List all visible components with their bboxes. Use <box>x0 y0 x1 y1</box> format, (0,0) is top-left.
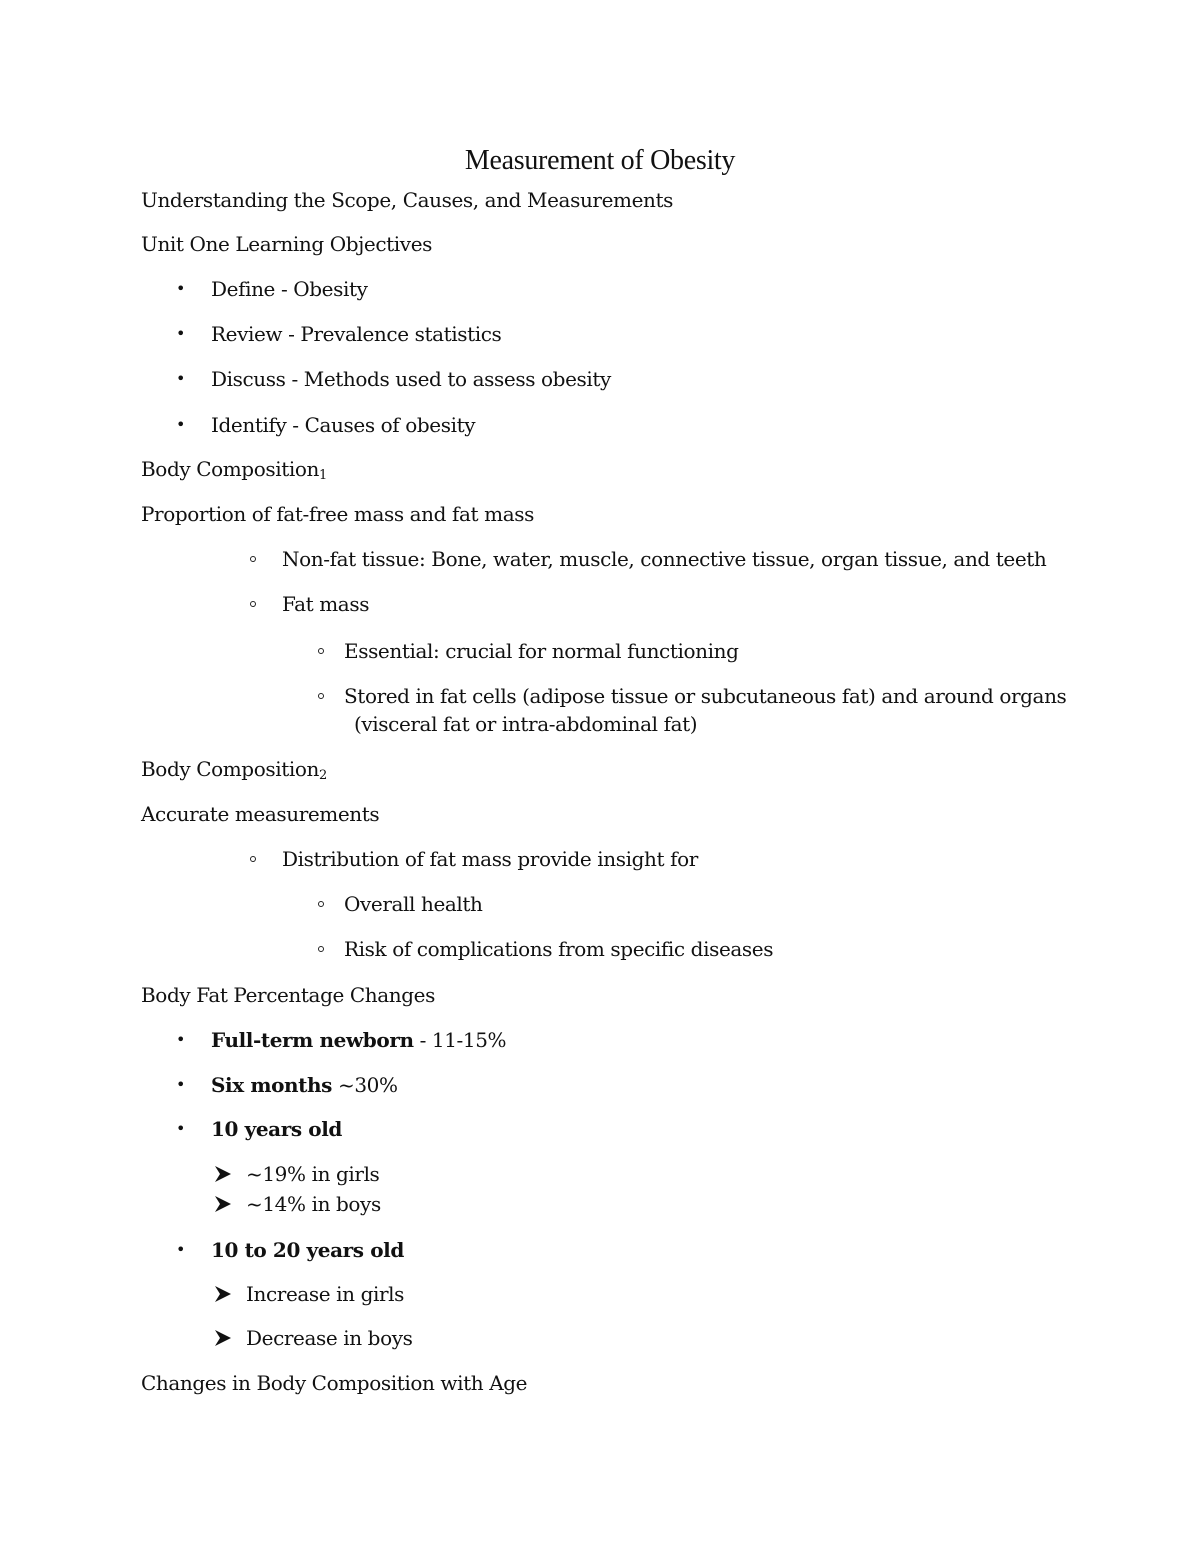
objective-item: Review - Prevalence statistics <box>211 322 502 346</box>
teen-girls-item: Increase in girls <box>246 1282 405 1306</box>
section-heading-body-composition-2: Body Composition2 <box>141 757 327 783</box>
six-months-item: Six months ~30% <box>211 1073 398 1097</box>
overall-health-item: Overall health <box>344 892 483 916</box>
subtitle: Understanding the Scope, Causes, and Measurements <box>141 188 674 212</box>
objective-item: Discuss - Methods used to assess obesity <box>211 367 611 391</box>
bullet-icon: • <box>176 415 186 434</box>
accurate-measurements-line: Accurate measurements <box>141 802 380 826</box>
section-heading-body-composition-1: Body Composition1 <box>141 457 327 483</box>
objective-item: Define - Obesity <box>211 277 368 301</box>
bullet-icon: • <box>176 324 186 343</box>
heading-subscript: 1 <box>318 468 327 483</box>
body-fat-heading: Body Fat Percentage Changes <box>141 983 435 1007</box>
essential-item: Essential: crucial for normal functioning <box>344 639 739 663</box>
risk-item: Risk of complications from specific diseases <box>344 937 774 961</box>
heading-subscript: 2 <box>318 768 327 783</box>
stored-item-line2: (visceral fat or intra-abdominal fat) <box>354 712 698 736</box>
arrowhead-bullet-icon <box>214 1195 232 1213</box>
objectives-heading: Unit One Learning Objectives <box>141 232 432 256</box>
ten-years-item: 10 years old <box>211 1117 342 1141</box>
distribution-item: Distribution of fat mass provide insight for <box>282 847 698 871</box>
teen-boys-item: Decrease in boys <box>246 1326 413 1350</box>
ten-girls-item: ~19% in girls <box>246 1162 380 1186</box>
fatmass-item: Fat mass <box>282 592 370 616</box>
objective-item: Identify - Causes of obesity <box>211 413 476 437</box>
bullet-icon: • <box>176 369 186 388</box>
circle-bullet-icon <box>318 946 324 952</box>
newborn-item: Full-term newborn - 11-15% <box>211 1028 507 1052</box>
bullet-icon: • <box>176 1030 186 1049</box>
circle-bullet-icon <box>250 556 256 562</box>
circle-bullet-icon <box>318 901 324 907</box>
ten-boys-item: ~14% in boys <box>246 1192 381 1216</box>
arrowhead-bullet-icon <box>214 1165 232 1183</box>
arrowhead-bullet-icon <box>214 1285 232 1303</box>
changes-heading: Changes in Body Composition with Age <box>141 1371 528 1395</box>
teen-item: 10 to 20 years old <box>211 1238 404 1262</box>
body-composition-line: Proportion of fat-free mass and fat mass <box>141 502 534 526</box>
arrowhead-bullet-icon <box>214 1329 232 1347</box>
circle-bullet-icon <box>318 693 324 699</box>
nonfat-item: Non-fat tissue: Bone, water, muscle, connective tissue, organ tissue, and teeth <box>282 547 1047 571</box>
stored-item-line1: Stored in fat cells (adipose tissue or subcutaneous fat) and around organs <box>344 684 1067 708</box>
circle-bullet-icon <box>250 601 256 607</box>
bullet-icon: • <box>176 1075 186 1094</box>
bullet-icon: • <box>176 279 186 298</box>
bullet-icon: • <box>176 1240 186 1259</box>
bullet-icon: • <box>176 1119 186 1138</box>
circle-bullet-icon <box>250 856 256 862</box>
page-title: Measurement of Obesity <box>464 145 736 176</box>
circle-bullet-icon <box>318 648 324 654</box>
